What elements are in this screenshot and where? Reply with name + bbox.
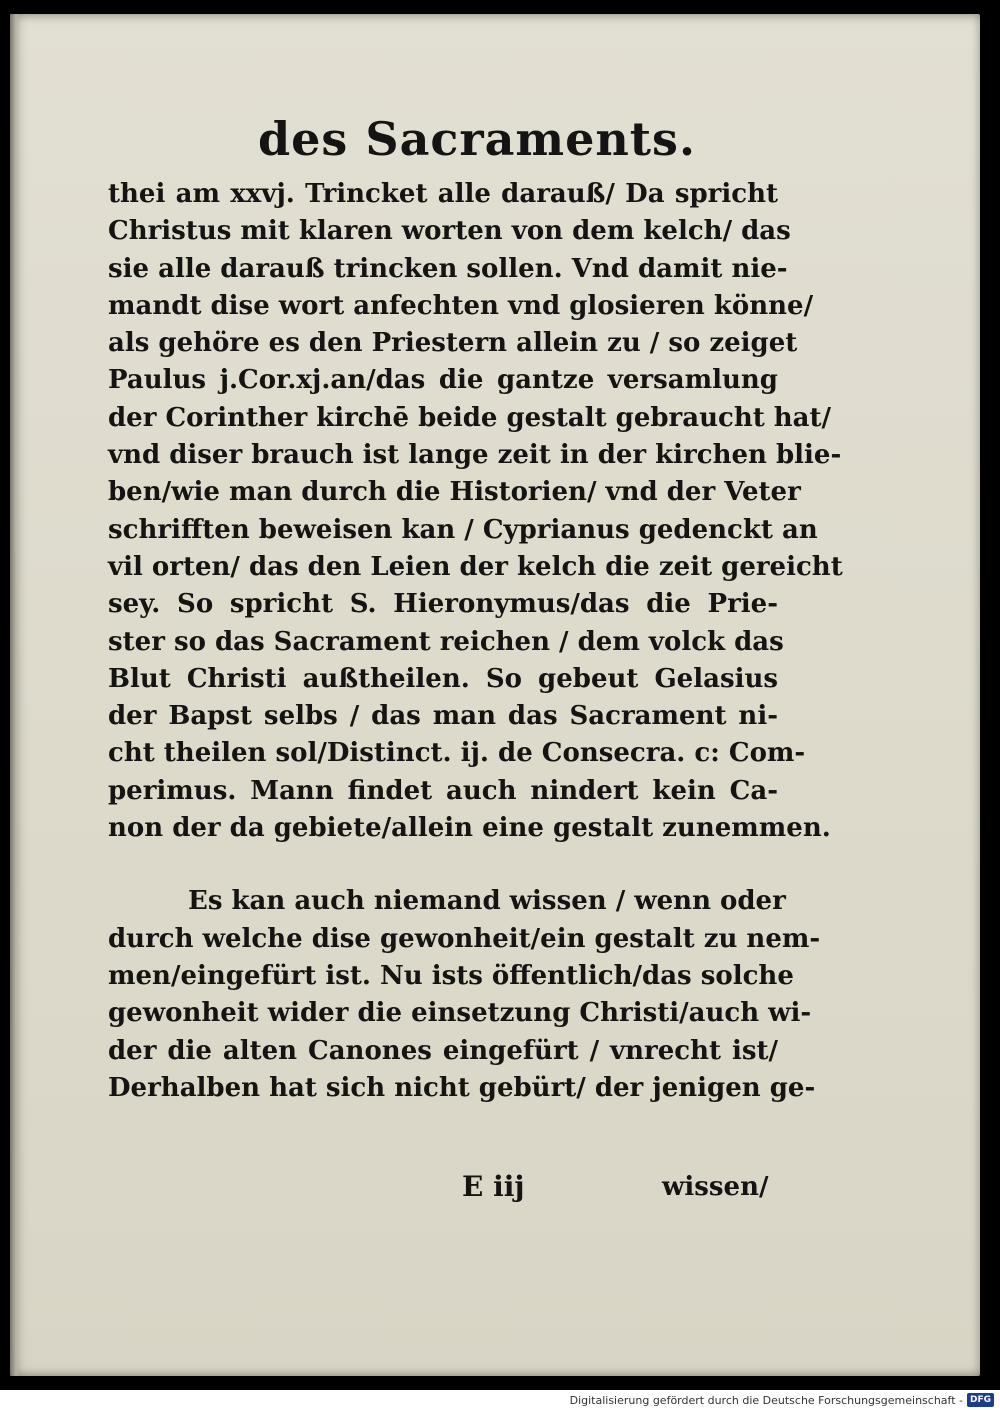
dfg-logo: DFG	[967, 1393, 994, 1407]
text-line: gewonheit wider die einsetzung Christi/auch wi-	[108, 998, 812, 1029]
text-line: schrifften beweisen kan / Cyprianus gedenckt an	[108, 514, 818, 545]
text-line: sey. So spricht S. Hieronymus/das die Prie-	[108, 589, 778, 620]
text-line: vil orten/ das den Leien der kelch die zeit gereicht	[108, 551, 843, 582]
page-gutter-shadow	[10, 14, 20, 1376]
text-line: vnd diser brauch ist lange zeit in der kirchen blie-	[108, 440, 842, 471]
text-line: Es kan auch niemand wissen / wenn oder	[188, 886, 786, 917]
text-line: non der da gebiete/allein eine gestalt zunemmen.	[108, 813, 831, 844]
text-line: ster so das Sacrament reichen / dem volck das	[108, 626, 784, 657]
text-line: thei am xxvj. Trincket alle darauß/ Da spricht	[108, 179, 778, 209]
text-line: ben/wie man durch die Historien/ vnd der Veter	[108, 477, 801, 508]
catchword: wissen/	[662, 1172, 769, 1202]
text-line: perimus. Mann findet auch nindert kein Ca-	[108, 775, 778, 806]
text-line: durch welche dise gewonheit/ein gestalt zu nem-	[108, 923, 821, 954]
text-line: Blut Christi außtheilen. So gebeut Gelasius	[108, 663, 778, 694]
text-line: Derhalben hat sich nicht gebürt/ der jenigen ge-	[108, 1072, 816, 1103]
body-text	[108, 176, 843, 1107]
signature-mark: E iij	[462, 1170, 525, 1203]
text-line: sie alle darauß trincken sollen. Vnd damit nie-	[108, 253, 788, 284]
paragraph-gap	[108, 847, 778, 883]
text-line: cht theilen sol/Distinct. ij. de Consecra. c: Com-	[108, 738, 806, 769]
text-line: als gehöre es den Priestern allein zu / so zeiget	[108, 328, 798, 359]
running-head: des Sacraments.	[258, 112, 696, 166]
text-line: der Corinther kirchē beide gestalt gebraucht hat/	[108, 402, 832, 433]
digitization-credit	[570, 1392, 994, 1408]
text-line: mandt dise wort anfechten vnd glosieren könne/	[108, 290, 814, 321]
text-line: Paulus j.Cor.xj.an/das die gantze versamlung	[108, 365, 778, 396]
text-line: men/eingefürt ist. Nu ists öffentlich/das solche	[108, 960, 794, 991]
text-line: der die alten Canones eingefürt / vnrecht ist/	[108, 1035, 778, 1066]
text-line: der Bapst selbs / das man das Sacrament ni-	[108, 701, 778, 732]
text-line: Christus mit klaren worten von dem kelch/ das	[108, 216, 791, 247]
credit-text: Digitalisierung gefördert durch die Deutsche Forschungsgemeinschaft -	[569, 1393, 963, 1407]
